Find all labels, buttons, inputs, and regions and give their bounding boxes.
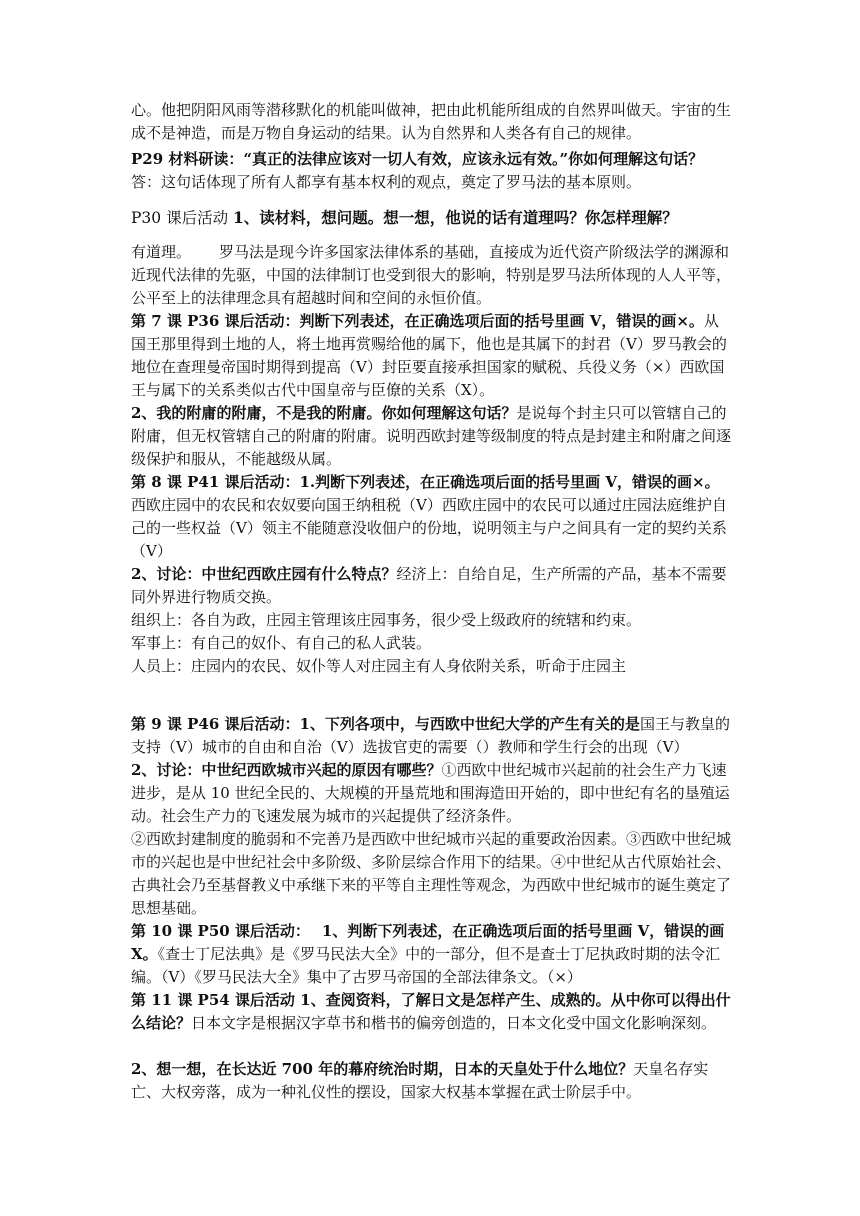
body-text: 《查士丁尼法典》是《罗马民法大全》中的一部分，但不是查士丁尼执政时期的法令汇编。（V）《罗马民法大全》集中了古罗马帝国的全部法律条文。（×）: [131, 945, 721, 986]
paragraph-roman-law: [131, 241, 731, 310]
answer-text: 答：这句话体现了所有人都享有基本权利的观点，奠定了罗马法的基本原则。: [131, 173, 642, 191]
paragraph-lesson8: [131, 471, 731, 563]
paragraph-lesson9: [131, 713, 731, 759]
paragraph-p29-question: [131, 148, 731, 194]
body-text: 西欧庄园中的农民和农奴要向国王纳租税（V）西欧庄园中的农民可以通过庄园法庭维护自己的一些权益（V）领主不能随意没收佃户的份地，说明领主与户之间具有一定的契约关系（V）: [131, 496, 727, 560]
body-text: 天皇名存实亡、大权旁落，成为一种礼仪性的摆设，国家大权基本掌握在武士阶层手中。: [131, 1060, 709, 1101]
paragraph-lesson10: [131, 920, 731, 989]
paragraph-lesson11: [131, 989, 731, 1035]
paragraph-manor: [131, 563, 731, 609]
question-heading: 1、判断下列表述，在正确选项后面的括号里画 V，错误的画 X。: [131, 922, 725, 963]
body-text: 从国王那里得到土地的人，将土地再赏赐给他的属下，他也是其属下的封君（V）罗马教会的地位在查理曼帝国时期得到提高（V）封臣要直接承担国家的赋税、兵役义务（×）西欧国王与属下的关系类似古代中国皇帝与臣僚的关系（X）。: [131, 312, 727, 399]
body-text: 日本文字是根据汉字草书和楷书的偏旁创造的，日本文化受中国文化影响深刻。: [191, 1014, 717, 1032]
question-heading: 2、想一想，在长达近 700 年的幕府统治时期，日本的天皇处于什么地位？: [131, 1060, 634, 1078]
lesson-heading: 第 11 课 P54 课后活动 1、查阅资料，了解日文是怎样产生、成熟的。从中你可以得出什么结论？: [131, 991, 731, 1032]
body-text: 经济上：自给自足，生产所需的产品，基本不需要同外界进行物质交换。: [131, 565, 727, 606]
answer-lead: 有道理。: [131, 243, 192, 261]
paragraph-vassal: [131, 402, 731, 471]
question-heading: 2、讨论：中世纪西欧庄园有什么特点？: [131, 565, 397, 583]
question-heading: P29 材料研读：“真正的法律应该对一切人有效，应该永远有效。”你如何理解这句话？: [131, 150, 704, 168]
paragraph-lesson7: [131, 310, 731, 402]
activity-label: P30 课后活动: [131, 209, 234, 227]
body-text: 军事上：有自己的奴仆、有自己的私人武装。: [131, 634, 432, 652]
body-text: 组织上：各自为政，庄园主管理该庄园事务，很少受上级政府的统辖和约束。: [131, 611, 642, 629]
question-heading: 1、读材料，想问题。想一想，他说的话有道理吗？你怎样理解？: [233, 208, 678, 227]
paragraph-p30-activity: [131, 206, 731, 230]
body-text: 心。他把阴阳风雨等潜移默化的机能叫做神，把由此机能所组成的自然界叫做天。宇宙的生成不是神造，而是万物自身运动的结果。认为自然界和人类各有自己的规律。: [131, 101, 732, 142]
question-heading: 2、我的附庸的附庸，不是我的附庸。你如何理解这句话？: [131, 404, 517, 422]
lesson-heading: 第 10 课 P50 课后活动：: [131, 922, 310, 940]
body-text: 国王与教皇的支持（V）城市的自由和自治（V）选拔官吏的需要（）教师和学生行会的出现（V）: [131, 715, 730, 756]
question-heading: 2、讨论：中世纪西欧城市兴起的原因有哪些？: [131, 761, 442, 779]
body-text: ②西欧封建制度的脆弱和不完善乃是西欧中世纪城市兴起的重要政治因素。③西欧中世纪城市的兴起也是中世纪社会中多阶级、多阶层综合作用下的结果。④中世纪从古代原始社会、古典社会乃至基督教义中承继下来的平等自主理性等观念，为西欧中世纪城市的诞生奠定了思想基础。: [131, 830, 732, 917]
paragraph-city-rise: [131, 759, 731, 828]
paragraph-personnel: [131, 655, 731, 678]
body-text: 罗马法是现今许多国家法律体系的基础，直接成为近代资产阶级法学的渊源和近现代法律的先驱，中国的法律制订也受到很大的影响，特别是罗马法所体现的人人平等，公平至上的法律理念具有超越时间和空间的永恒价值。: [131, 243, 732, 307]
body-text: 人员上：庄园内的农民、奴仆等人对庄园主有人身依附关系，听命于庄园主: [131, 657, 627, 675]
lesson-heading: 第 8 课 P41 课后活动：1.判断下列表述，在正确选项后面的括号里画 V，错误的画×。: [131, 473, 720, 491]
question-heading: 1、下列各项中，与西欧中世纪大学的产生有关的是: [299, 715, 640, 733]
body-text: 是说每个封主只可以管辖自己的附庸，但无权管辖自己的附庸的附庸。说明西欧封建等级制度的特点是封建主和附庸之间逐级保护和服从，不能越级从属。: [131, 404, 732, 468]
paragraph-shogunate: [131, 1058, 731, 1104]
body-text: ①西欧中世纪城市兴起前的社会生产力飞速进步，是从 10 世纪全民的、大规模的开垦荒地和围海造田开始的，即中世纪有名的垦殖运动。社会生产力的飞速发展为城市的兴起提供了经济条件。: [131, 761, 730, 825]
paragraph-city-factors: [131, 828, 731, 920]
lesson-heading: 第 9 课 P46 课后活动：: [131, 715, 300, 733]
lesson-heading: 第 7 课 P36 课后活动：判断下列表述，在正确选项后面的括号里画 V，错误的画×。: [131, 312, 704, 330]
paragraph-organization: [131, 609, 731, 632]
paragraph-military: [131, 632, 731, 655]
paragraph-xunzi-nature: [131, 99, 731, 145]
